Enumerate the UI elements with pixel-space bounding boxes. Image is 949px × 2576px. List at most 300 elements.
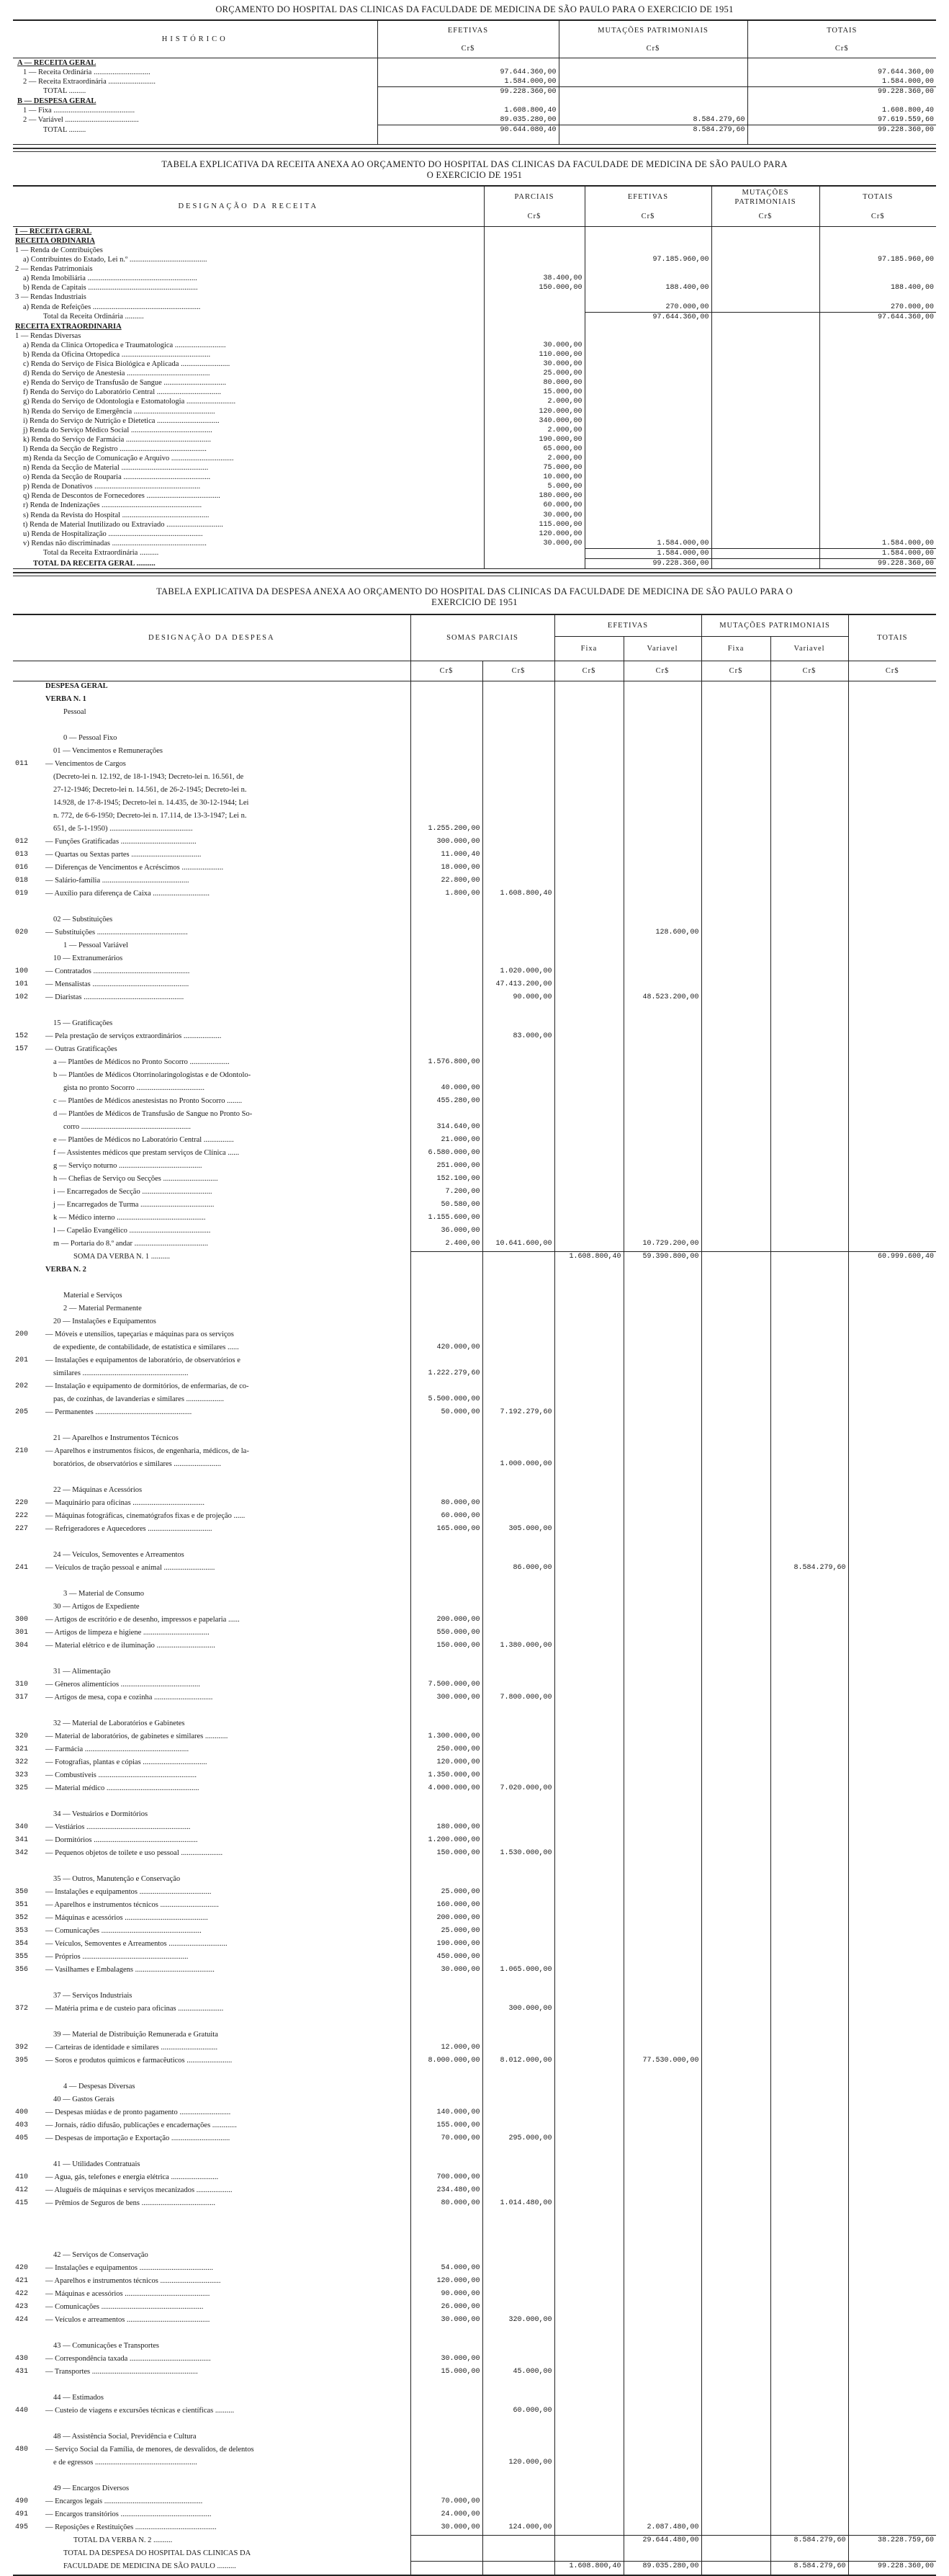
value-parcial-1: 4.000.000,00	[410, 1784, 482, 1797]
value-mutacao-fixa	[701, 1382, 770, 1395]
value-efetiva-variavel	[624, 1654, 701, 1667]
value-efetiva-variavel	[624, 1861, 701, 1874]
value-efetiva-variavel	[624, 2173, 701, 2186]
value-efetiva-fixa	[554, 824, 624, 837]
value-efetiva-fixa	[554, 1239, 624, 1252]
expense-row	[13, 1434, 936, 1446]
value-efetiva-fixa	[554, 2030, 624, 2043]
value-mutacao-fixa	[701, 2549, 770, 2562]
row-label: m) Renda da Secção de Comunicação e Arquivo .................................	[23, 455, 234, 462]
value-parcial-2	[482, 1952, 554, 1965]
value-mutacao-variavel	[770, 2406, 848, 2419]
row-label: d) Renda do Serviço de Anestesia ............................................	[23, 370, 210, 378]
row-label: — Material médico .................................................	[45, 1784, 199, 1792]
value-parcial-1: 1.576.800,00	[410, 1057, 482, 1070]
value-parcial-1	[410, 2458, 482, 2471]
value-parcial-2	[482, 1096, 554, 1109]
row-code: 012	[15, 837, 29, 846]
value-parcial-1	[410, 1874, 482, 1887]
row-code: 321	[15, 1745, 29, 1753]
expense-row	[13, 707, 936, 720]
value-totais: 97.644.360,00	[819, 312, 936, 322]
row-label: — Pela prestação de serviços extraordinários ....................	[45, 1032, 222, 1040]
value-efetiva-variavel	[624, 1693, 701, 1706]
expense-row	[13, 1939, 936, 1952]
row-label: — Aparelhos e instrumentos técnicos ................................	[45, 2276, 221, 2285]
value-parcial-1: 700.000,00	[410, 2173, 482, 2186]
value-parcial-2	[482, 2393, 554, 2406]
value-mutacoes	[711, 482, 819, 491]
header-currency: Cr$	[554, 661, 624, 681]
value-mutacoes	[711, 473, 819, 482]
value-efetiva-variavel	[624, 1317, 701, 1330]
value-parcial-2: 7.800.000,00	[482, 1693, 554, 1706]
value-parciais: 115.000,00	[484, 520, 585, 529]
row-label	[43, 1978, 410, 1991]
value-efetiva-fixa	[554, 1019, 624, 1032]
value-total	[848, 1498, 936, 1511]
expense-row	[13, 1835, 936, 1848]
value-efetiva-variavel	[624, 2341, 701, 2354]
value-mutacao-fixa	[701, 2056, 770, 2069]
row-code: 423	[15, 2302, 29, 2311]
row-code: 422	[15, 2289, 29, 2298]
value-mutacao-variavel: 8.584.279,60	[770, 2562, 848, 2575]
header-currency: Cr$	[559, 40, 747, 58]
expense-row	[13, 2160, 936, 2173]
revenue-table-title	[13, 152, 936, 181]
header-efetivas: EFETIVAS	[554, 614, 701, 636]
row-label: 31 — Alimentação	[53, 1667, 111, 1676]
value-parcial-1	[410, 707, 482, 720]
value-mutacao-variavel	[770, 2315, 848, 2328]
value-parcial-1: 2.400,00	[410, 1239, 482, 1252]
value-mutacao-fixa	[701, 2354, 770, 2367]
value-parcial-1: 5.500.000,00	[410, 1395, 482, 1408]
value-efetiva-variavel	[624, 2458, 701, 2471]
value-total	[848, 1226, 936, 1239]
value-parcial-2: 60.000,00	[482, 2406, 554, 2419]
revenue-row	[13, 283, 936, 292]
summary-row	[13, 97, 936, 106]
value-total	[848, 2160, 936, 2173]
value-efetivas	[585, 378, 711, 388]
revenue-row	[13, 274, 936, 283]
value-mutacoes	[711, 444, 819, 454]
value-total	[848, 850, 936, 863]
row-label: 43 — Comunicações e Transportes	[53, 2341, 159, 2350]
value-efetivas	[585, 359, 711, 369]
value-mutacao-fixa	[701, 2484, 770, 2497]
value-mutacao-fixa	[701, 1732, 770, 1745]
value-efetiva-variavel	[624, 1096, 701, 1109]
value-efetiva-fixa	[554, 876, 624, 889]
row-label	[43, 2069, 410, 2082]
row-label: i) Renda do Serviço de Nutrição e Dietetica .................................	[23, 416, 220, 425]
row-label: b — Plantões de Médicos Otorrinolaringologistas e de Odontolo-	[53, 1070, 251, 1079]
value-efetivas	[585, 491, 711, 501]
value-parciais: 110.000,00	[484, 350, 585, 359]
value-efetiva-fixa	[554, 2095, 624, 2108]
value-efetiva-fixa	[554, 2199, 624, 2211]
header-fixa: Fixa	[701, 636, 770, 661]
value-total	[848, 1019, 936, 1032]
value-parcial-1	[410, 954, 482, 967]
revenue-row	[13, 246, 936, 255]
header-totais: TOTAIS	[747, 20, 936, 40]
value-total	[848, 1719, 936, 1732]
value-mutacao-fixa	[701, 1874, 770, 1887]
value-total	[848, 1369, 936, 1382]
value-mutacao-fixa	[701, 915, 770, 928]
value-parcial-2	[482, 1161, 554, 1174]
value-total	[848, 772, 936, 785]
value-totais: 97.644.360,00	[747, 68, 936, 77]
expense-row	[13, 2276, 936, 2289]
row-label: — Despesas miúdas e de pronto pagamento ...........................	[45, 2108, 231, 2116]
value-efetiva-variavel: 89.035.280,00	[624, 2562, 701, 2575]
row-label: 3 — Material de Consumo	[63, 1589, 144, 1598]
value-parcial-1	[410, 2536, 482, 2549]
value-efetivas	[585, 331, 711, 341]
row-label: — Auxílio para diferença de Caixa ..............................	[45, 889, 210, 898]
value-mutacao-variavel	[770, 1317, 848, 1330]
value-parcial-1	[410, 1356, 482, 1369]
expense-row	[13, 1784, 936, 1797]
value-parcial-1: 190.000,00	[410, 1939, 482, 1952]
row-code: 495	[15, 2523, 29, 2531]
value-parcial-1	[410, 1589, 482, 1602]
row-code: 354	[15, 1939, 29, 1948]
row-label	[43, 2471, 410, 2484]
row-label: 3 — Rendas Industriais	[15, 293, 86, 302]
value-mutacao-variavel	[770, 2095, 848, 2108]
value-total	[848, 2445, 936, 2458]
value-parcial-2	[482, 2497, 554, 2510]
row-code: 019	[15, 889, 29, 898]
value-totais	[819, 264, 936, 274]
row-label: — Vasilhames e Embalagens ..........................................	[45, 1965, 215, 1974]
value-efetiva-fixa	[554, 889, 624, 902]
value-parciais: 75.000,00	[484, 463, 585, 473]
expense-row	[13, 1797, 936, 1810]
header-efetivas: EFETIVAS	[585, 186, 711, 207]
value-mutacao-variavel	[770, 1732, 848, 1745]
value-mutacao-fixa	[701, 2341, 770, 2354]
value-parcial-1	[410, 2095, 482, 2108]
value-parcial-2	[482, 1382, 554, 1395]
value-mutacao-fixa	[701, 1057, 770, 1070]
value-parcial-1: 140.000,00	[410, 2108, 482, 2121]
expense-row	[13, 1719, 936, 1732]
value-parcial-2	[482, 915, 554, 928]
revenue-row	[13, 511, 936, 520]
value-mutacao-variavel	[770, 2497, 848, 2510]
value-efetiva-variavel	[624, 2186, 701, 2199]
value-parciais	[484, 331, 585, 341]
value-parcial-2: 295.000,00	[482, 2134, 554, 2147]
value-efetiva-fixa	[554, 1200, 624, 1213]
value-efetiva-variavel	[624, 1835, 701, 1848]
value-mutacoes	[711, 520, 819, 529]
value-mutacao-variavel	[770, 1122, 848, 1135]
value-efetiva-fixa	[554, 1693, 624, 1706]
row-label: — Máquinas e acessórios .............................................	[45, 2289, 210, 2298]
value-mutacao-variavel	[770, 1693, 848, 1706]
value-parcial-2	[482, 2121, 554, 2134]
value-parcial-1: 70.000,00	[410, 2134, 482, 2147]
value-total	[848, 1913, 936, 1926]
value-parcial-1	[410, 733, 482, 746]
value-parcial-2	[482, 1291, 554, 1304]
expense-row	[13, 811, 936, 824]
value-mutacao-fixa	[701, 1810, 770, 1823]
value-parciais	[484, 255, 585, 264]
value-mutacao-fixa	[701, 2471, 770, 2484]
value-efetiva-fixa	[554, 2536, 624, 2549]
expense-row	[13, 1382, 936, 1395]
value-efetiva-fixa	[554, 1317, 624, 1330]
value-mutacao-variavel	[770, 1576, 848, 1589]
value-parcial-2	[482, 1498, 554, 1511]
expense-row	[13, 1602, 936, 1615]
spacer-row	[13, 135, 936, 145]
value-efetiva-variavel	[624, 1265, 701, 1278]
value-efetiva-variavel	[624, 2328, 701, 2341]
value-total	[848, 1057, 936, 1070]
header-currency: Cr$	[410, 661, 482, 681]
row-label: — Funções Gratificadas ........................................	[45, 837, 197, 846]
value-mutacao-variavel	[770, 1421, 848, 1434]
value-parciais: 30.000,00	[484, 341, 585, 350]
row-label: 27-12-1946; Decreto-lei n. 14.561, de 26-2-1945; Decreto-lei n.	[53, 785, 247, 794]
expense-row	[13, 2328, 936, 2341]
value-efetiva-variavel	[624, 1019, 701, 1032]
row-label: — Salário-família ..............................................	[45, 876, 189, 885]
value-parcial-1: 70.000,00	[410, 2497, 482, 2510]
value-parciais: 15.000,00	[484, 388, 585, 397]
value-mutacao-variavel	[770, 2108, 848, 2121]
row-label	[43, 2380, 410, 2393]
revenue-row	[13, 444, 936, 454]
value-efetiva-variavel	[624, 1874, 701, 1887]
value-parcial-2	[482, 1317, 554, 1330]
value-mutacao-fixa	[701, 1887, 770, 1900]
value-efetiva-fixa: 1.608.800,40	[554, 2562, 624, 2575]
summary-row	[13, 68, 936, 77]
value-mutacao-fixa	[701, 2393, 770, 2406]
value-mutacao-variavel	[770, 694, 848, 707]
value-efetivas	[585, 322, 711, 331]
value-mutacao-fixa	[701, 2419, 770, 2432]
value-efetivas: 1.608.800,40	[377, 106, 559, 115]
expense-row	[13, 1356, 936, 1369]
value-efetiva-variavel	[624, 1498, 701, 1511]
value-mutacao-variavel	[770, 1498, 848, 1511]
row-code: 405	[15, 2134, 29, 2142]
value-mutacao-fixa	[701, 1900, 770, 1913]
expense-row	[13, 1978, 936, 1991]
value-parcial-2	[482, 1628, 554, 1641]
value-mutacao-variavel	[770, 1019, 848, 1032]
value-mutacoes	[711, 369, 819, 378]
value-parciais: 2.000,00	[484, 454, 585, 463]
value-efetiva-variavel	[624, 1200, 701, 1213]
value-mutacao-variavel	[770, 1006, 848, 1019]
value-efetiva-fixa	[554, 967, 624, 980]
value-parcial-2	[482, 1550, 554, 1563]
value-efetiva-fixa	[554, 1356, 624, 1369]
row-label: SOMA DA VERBA N. 1 ..........	[73, 1252, 170, 1261]
value-total	[848, 1771, 936, 1784]
value-mutacao-variavel	[770, 1330, 848, 1343]
expense-row	[13, 1771, 936, 1784]
row-label: — Jornais, rádio difusão, publicações e encadernações .............	[45, 2121, 237, 2129]
value-efetiva-fixa	[554, 1395, 624, 1408]
value-parcial-2	[482, 1485, 554, 1498]
value-total	[848, 1485, 936, 1498]
row-code: 222	[15, 1511, 29, 1520]
value-efetiva-fixa	[554, 1421, 624, 1434]
row-label: 22 — Máquinas e Acessórios	[53, 1485, 143, 1494]
value-mutacoes	[711, 226, 819, 236]
value-efetivas: 99.228.360,00	[377, 86, 559, 97]
value-efetiva-variavel	[624, 1991, 701, 2004]
row-code: 491	[15, 2510, 29, 2518]
value-mutacao-fixa	[701, 1771, 770, 1784]
value-parcial-1	[410, 746, 482, 759]
value-efetiva-variavel	[624, 1550, 701, 1563]
value-mutacao-fixa	[701, 1952, 770, 1965]
value-efetiva-variavel	[624, 1978, 701, 1991]
value-mutacoes	[559, 68, 747, 77]
value-efetivas	[585, 274, 711, 283]
value-parcial-1	[410, 1472, 482, 1485]
value-efetiva-variavel	[624, 1161, 701, 1174]
value-mutacoes	[711, 341, 819, 350]
value-mutacao-variavel	[770, 2056, 848, 2069]
value-total	[848, 1680, 936, 1693]
row-code: 227	[15, 1524, 29, 1533]
value-mutacao-variavel	[770, 1304, 848, 1317]
value-parcial-2	[482, 1680, 554, 1693]
value-mutacao-variavel	[770, 2302, 848, 2315]
value-efetiva-fixa	[554, 1680, 624, 1693]
value-efetiva-fixa	[554, 1952, 624, 1965]
value-efetiva-fixa	[554, 785, 624, 798]
value-mutacao-fixa	[701, 2017, 770, 2030]
expense-row	[13, 1563, 936, 1576]
value-efetiva-variavel	[624, 1823, 701, 1835]
value-efetiva-variavel	[624, 2497, 701, 2510]
value-efetiva-fixa	[554, 2250, 624, 2263]
value-parcial-2	[482, 2328, 554, 2341]
value-parcial-2: 10.641.600,00	[482, 1239, 554, 1252]
value-total	[848, 1563, 936, 1576]
value-parcial-2	[482, 1576, 554, 1589]
value-parcial-2: 1.020.000,00	[482, 967, 554, 980]
expense-row	[13, 1615, 936, 1628]
value-mutacao-variavel	[770, 1719, 848, 1732]
value-mutacao-variavel	[770, 1343, 848, 1356]
value-mutacao-variavel	[770, 2523, 848, 2536]
value-mutacao-fixa	[701, 902, 770, 915]
value-mutacoes	[711, 292, 819, 302]
value-parcial-1	[410, 1563, 482, 1576]
value-efetiva-variavel	[624, 1395, 701, 1408]
value-efetivas	[585, 341, 711, 350]
value-total	[848, 1446, 936, 1459]
row-label: — Pequenos objetos de toilete e uso pessoal ......................	[45, 1848, 223, 1857]
value-parcial-1	[410, 1265, 482, 1278]
value-mutacao-fixa	[701, 1369, 770, 1382]
value-total	[848, 915, 936, 928]
value-mutacao-variavel	[770, 1680, 848, 1693]
row-label	[43, 1421, 410, 1434]
value-mutacao-fixa	[701, 1472, 770, 1485]
header-mutacoes: MUTAÇÕES PATRIMONIAIS	[559, 20, 747, 40]
value-efetiva-fixa	[554, 1472, 624, 1485]
row-label	[43, 1576, 410, 1589]
value-mutacao-fixa	[701, 1200, 770, 1213]
value-efetiva-fixa	[554, 1732, 624, 1745]
value-totais	[819, 369, 936, 378]
value-mutacao-variavel	[770, 837, 848, 850]
value-totais	[819, 246, 936, 255]
row-label: a — Plantões de Médicos no Pronto Socorro .....................	[53, 1057, 230, 1066]
value-efetivas	[585, 529, 711, 539]
value-parcial-2	[482, 876, 554, 889]
value-parcial-2	[482, 1758, 554, 1771]
row-label: — Máquinas e acessórios ............................................	[45, 1913, 208, 1922]
value-parcial-1	[410, 993, 482, 1006]
value-parcial-2	[482, 720, 554, 733]
value-totais	[819, 463, 936, 473]
header-mutacoes: MUTAÇÕES PATRIMONIAIS	[701, 614, 848, 636]
expense-row	[13, 1485, 936, 1498]
header-somas-parciais: SOMAS PARCIAIS	[410, 614, 554, 661]
value-parcial-2	[482, 1006, 554, 1019]
value-parcial-1	[410, 2069, 482, 2082]
expense-row	[13, 785, 936, 798]
value-parcial-1: 15.000,00	[410, 2367, 482, 2380]
value-efetiva-variavel	[624, 1706, 701, 1719]
value-parcial-2	[482, 1667, 554, 1680]
value-parcial-2	[482, 1900, 554, 1913]
spacer	[377, 135, 559, 145]
value-mutacao-fixa	[701, 941, 770, 954]
expense-row	[13, 2341, 936, 2354]
value-mutacao-fixa	[701, 2523, 770, 2536]
budget-title: ORÇAMENTO DO HOSPITAL DAS CLINICAS DA FACULDADE DE MEDICINA DE SÃO PAULO PARA O EXERCICIO DE 1951	[215, 4, 734, 14]
expense-row	[13, 1991, 936, 2004]
value-mutacao-variavel	[770, 2186, 848, 2199]
value-efetiva-variavel	[624, 1848, 701, 1861]
expense-row	[13, 2484, 936, 2497]
row-label	[43, 2328, 410, 2341]
expense-row	[13, 1810, 936, 1823]
value-mutacao-variavel	[770, 2147, 848, 2160]
row-code: 300	[15, 1615, 29, 1624]
value-efetiva-fixa	[554, 993, 624, 1006]
value-mutacao-fixa	[701, 1317, 770, 1330]
row-label: — Artigos de mesa, copa e cozinha ...............................	[45, 1693, 213, 1701]
value-parcial-1	[410, 2471, 482, 2484]
row-label	[43, 720, 410, 733]
row-code: 301	[15, 1628, 29, 1637]
row-label: — Encargos legais ....................................................	[45, 2497, 203, 2505]
expense-row	[13, 1693, 936, 1706]
